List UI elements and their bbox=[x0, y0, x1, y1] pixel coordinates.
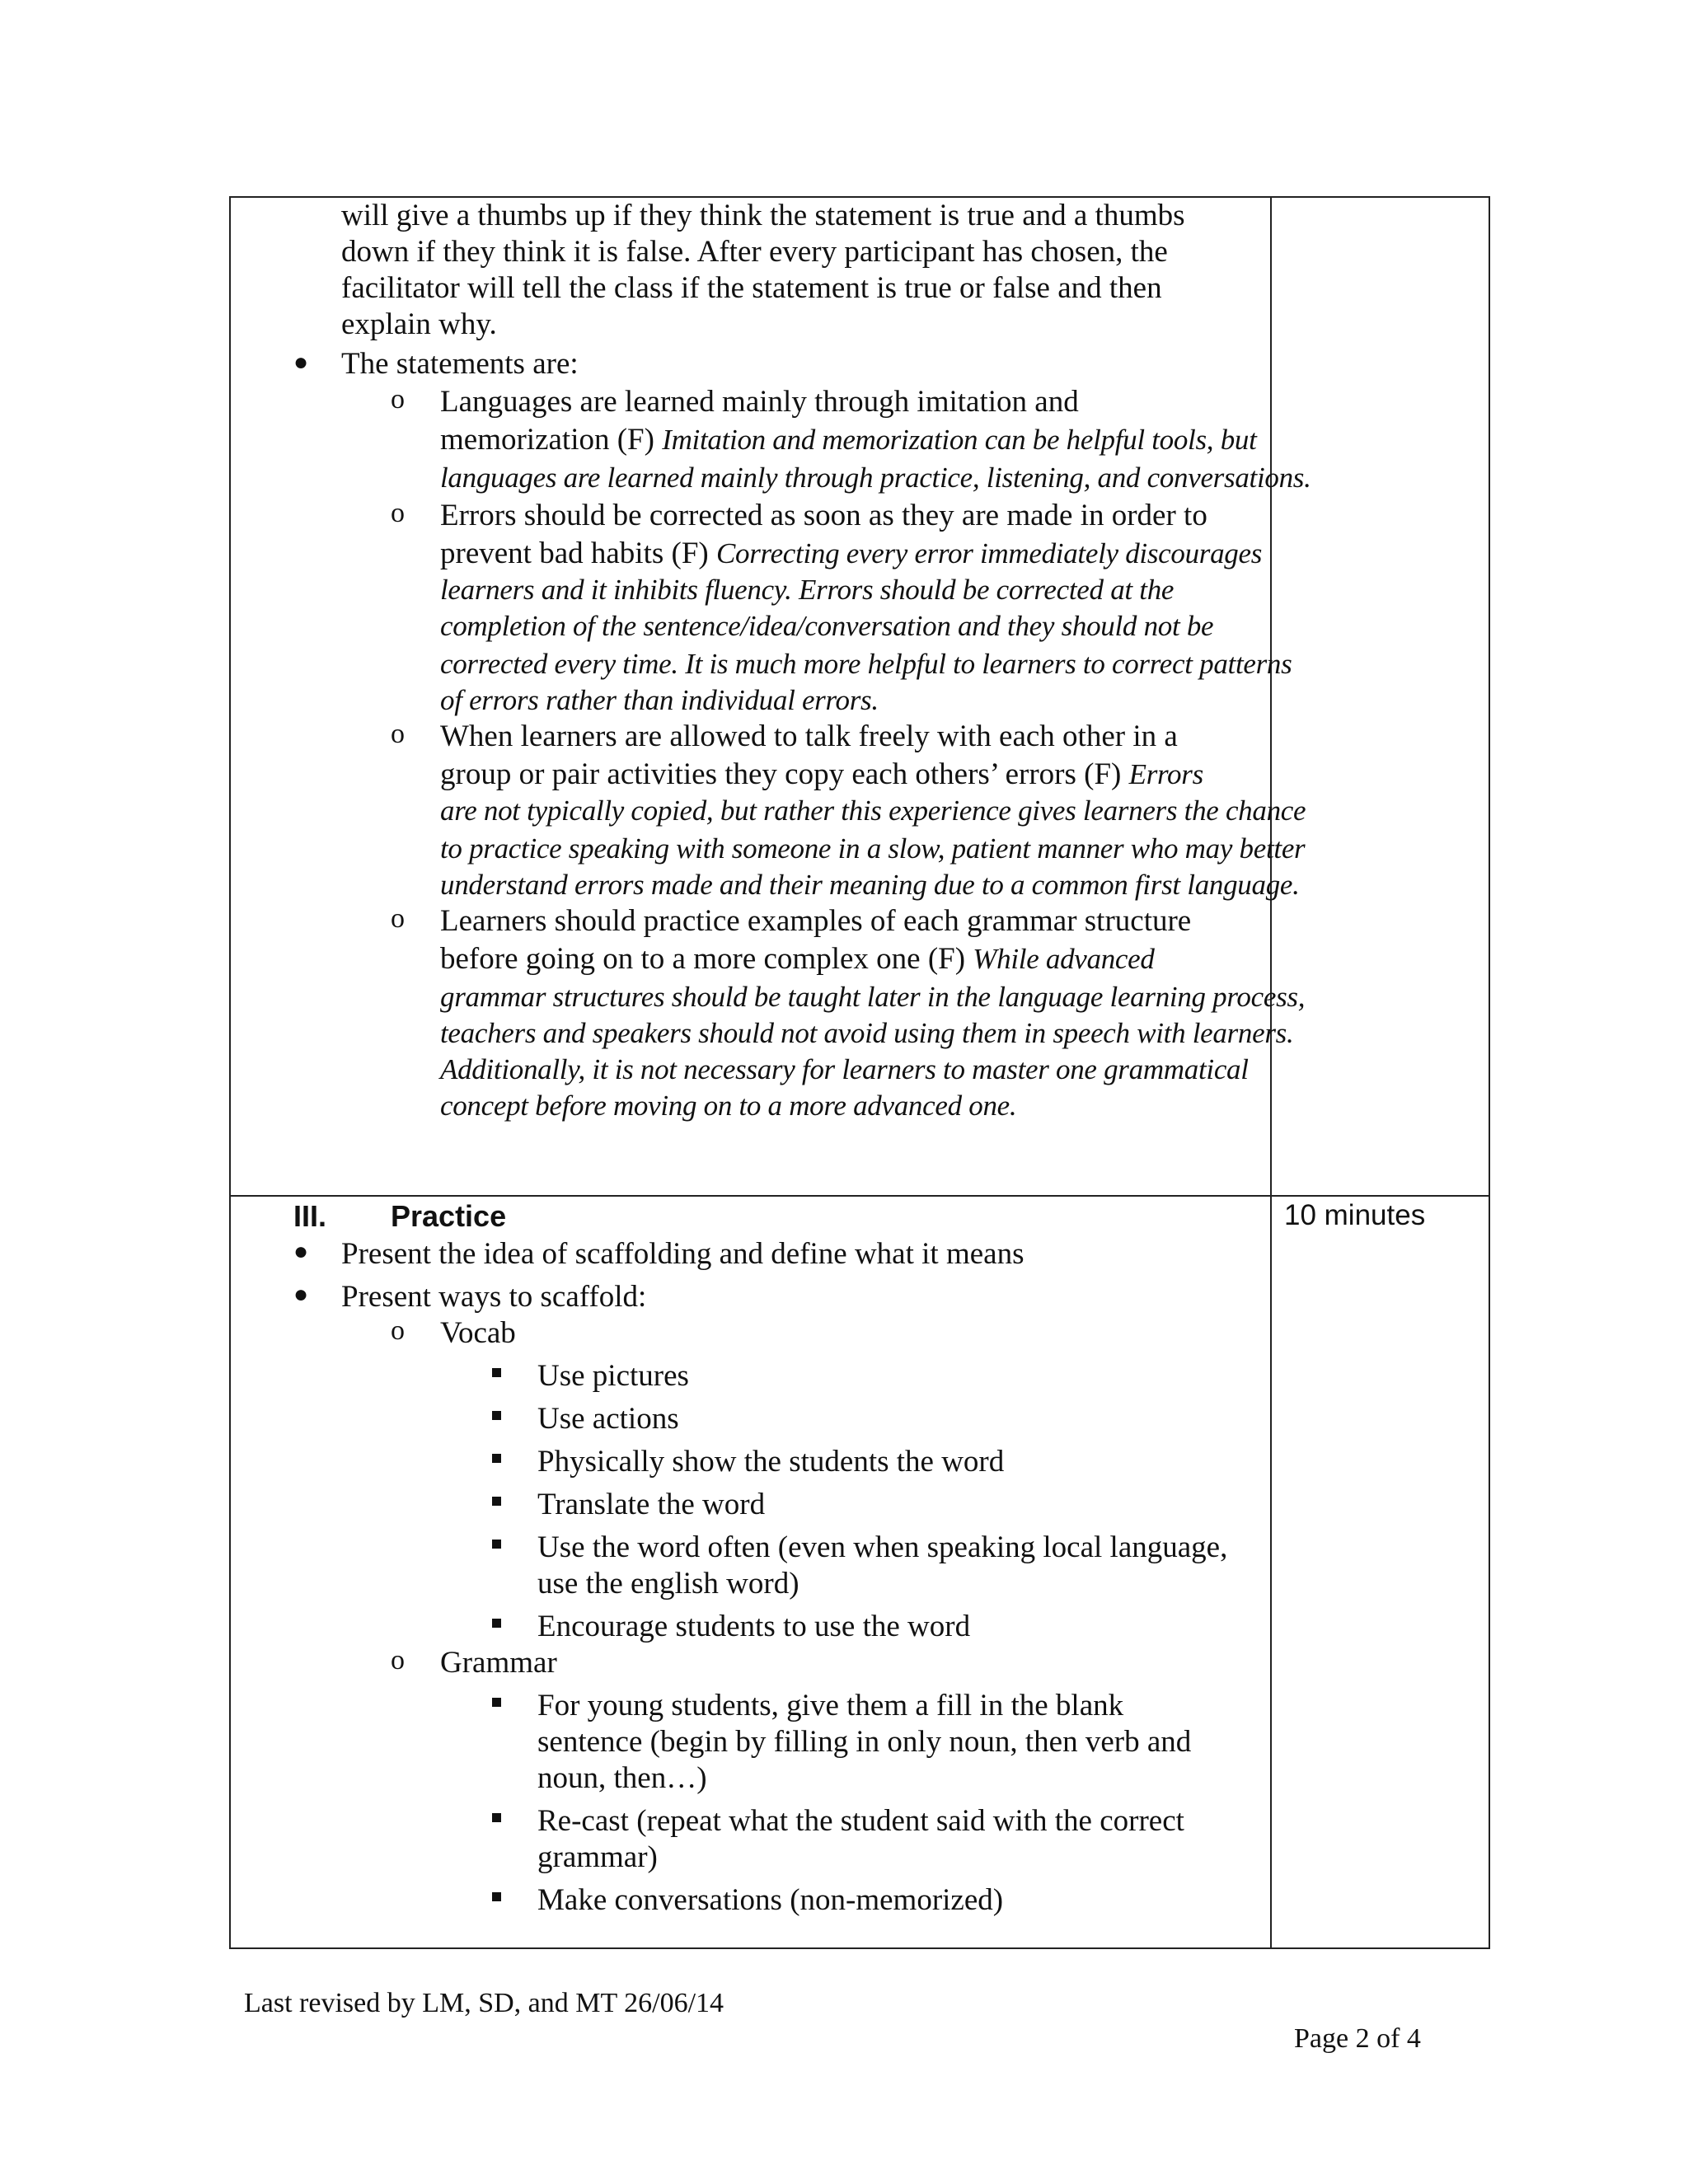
statement-line: before going on to a more complex one (F) While advanced bbox=[440, 942, 1155, 976]
intro-line: down if they think it is false. After every participant has chosen, the bbox=[341, 235, 1168, 269]
statements-label: The statements are: bbox=[341, 347, 579, 381]
statement-explanation: grammar structures should be taught later in the language learning process, bbox=[440, 981, 1306, 1013]
practice-bullet: Present the idea of scaffolding and define what it means bbox=[341, 1237, 1025, 1271]
square-bullet-icon bbox=[492, 1411, 501, 1420]
section-duration: 10 minutes bbox=[1284, 1199, 1426, 1231]
circle-bullet-icon: o bbox=[391, 1645, 405, 1675]
practice-bullet: Present ways to scaffold: bbox=[341, 1280, 647, 1314]
statement-line: Learners should practice examples of each grammar structure bbox=[440, 904, 1192, 938]
square-bullet-icon bbox=[492, 1497, 501, 1506]
statement-explanation: teachers and speakers should not avoid using them in speech with learners. bbox=[440, 1017, 1294, 1049]
square-bullet-icon bbox=[492, 1454, 501, 1463]
vocab-item: Use the word often (even when speaking local language, bbox=[537, 1530, 1228, 1564]
row-divider bbox=[229, 1195, 1490, 1197]
bullet-icon: ● bbox=[293, 1281, 309, 1308]
vocab-item: Use pictures bbox=[537, 1359, 689, 1393]
square-bullet-icon bbox=[492, 1892, 501, 1901]
vocab-item: Translate the word bbox=[537, 1488, 766, 1521]
grammar-item: Make conversations (non-memorized) bbox=[537, 1883, 1004, 1917]
bullet-icon: ● bbox=[293, 1238, 309, 1265]
statement-explanation: of errors rather than individual errors. bbox=[440, 684, 879, 716]
section-number: III. bbox=[293, 1199, 327, 1233]
statement-line: Languages are learned mainly through imitation and bbox=[440, 385, 1079, 419]
intro-line: facilitator will tell the class if the statement is true or false and then bbox=[341, 271, 1162, 305]
statement-line: Errors should be corrected as soon as they are made in order to bbox=[440, 499, 1207, 532]
page-number: Page 2 of 4 bbox=[1294, 2023, 1421, 2054]
square-bullet-icon bbox=[492, 1540, 501, 1549]
vocab-label: Vocab bbox=[440, 1316, 516, 1350]
square-bullet-icon bbox=[492, 1698, 501, 1707]
grammar-item: grammar) bbox=[537, 1840, 658, 1874]
revision-note: Last revised by LM, SD, and MT 26/06/14 bbox=[244, 1988, 724, 2018]
statement-explanation: corrected every time. It is much more helpful to learners to correct patterns bbox=[440, 648, 1292, 680]
statement-line: group or pair activities they copy each others’ errors (F) Errors bbox=[440, 757, 1203, 791]
statement-line: memorization (F) Imitation and memorization can be helpful tools, but bbox=[440, 423, 1257, 457]
intro-line: explain why. bbox=[341, 307, 497, 341]
section-title: Practice bbox=[391, 1199, 507, 1233]
statement-explanation: understand errors made and their meaning due to a common first language. bbox=[440, 869, 1300, 901]
grammar-item: Re-cast (repeat what the student said with the correct bbox=[537, 1804, 1184, 1838]
statement-explanation: Additionally, it is not necessary for learners to master one grammatical bbox=[440, 1053, 1249, 1085]
vocab-item: Physically show the students the word bbox=[537, 1445, 1005, 1479]
vocab-item: use the english word) bbox=[537, 1567, 799, 1601]
statement-explanation: to practice speaking with someone in a slow, patient manner who may better bbox=[440, 832, 1306, 865]
circle-bullet-icon: o bbox=[391, 498, 405, 528]
statement-explanation: learners and it inhibits fluency. Errors should be corrected at the bbox=[440, 574, 1175, 606]
statement-explanation: concept before moving on to a more advanced one. bbox=[440, 1090, 1017, 1122]
statement-line: prevent bad habits (F) Correcting every error immediately discourages bbox=[440, 537, 1263, 570]
bullet-icon: ● bbox=[293, 349, 309, 376]
grammar-item: For young students, give them a fill in the blank bbox=[537, 1689, 1124, 1722]
intro-line: will give a thumbs up if they think the statement is true and a thumbs bbox=[341, 199, 1185, 232]
statement-explanation: languages are learned mainly through practice, listening, and conversations. bbox=[440, 462, 1311, 494]
grammar-item: sentence (begin by filling in only noun, then verb and bbox=[537, 1725, 1192, 1759]
square-bullet-icon bbox=[492, 1368, 501, 1377]
circle-bullet-icon: o bbox=[391, 903, 405, 934]
statement-line: When learners are allowed to talk freely with each other in a bbox=[440, 719, 1178, 753]
square-bullet-icon bbox=[492, 1619, 501, 1628]
grammar-item: noun, then…) bbox=[537, 1761, 707, 1795]
statement-explanation: are not typically copied, but rather this experience gives learners the chance bbox=[440, 794, 1306, 827]
vocab-item: Use actions bbox=[537, 1402, 679, 1436]
circle-bullet-icon: o bbox=[391, 384, 405, 415]
circle-bullet-icon: o bbox=[391, 719, 405, 749]
vocab-item: Encourage students to use the word bbox=[537, 1610, 971, 1643]
statement-explanation: completion of the sentence/idea/conversation and they should not be bbox=[440, 610, 1214, 642]
grammar-label: Grammar bbox=[440, 1646, 557, 1680]
circle-bullet-icon: o bbox=[391, 1315, 405, 1346]
square-bullet-icon bbox=[492, 1813, 501, 1822]
